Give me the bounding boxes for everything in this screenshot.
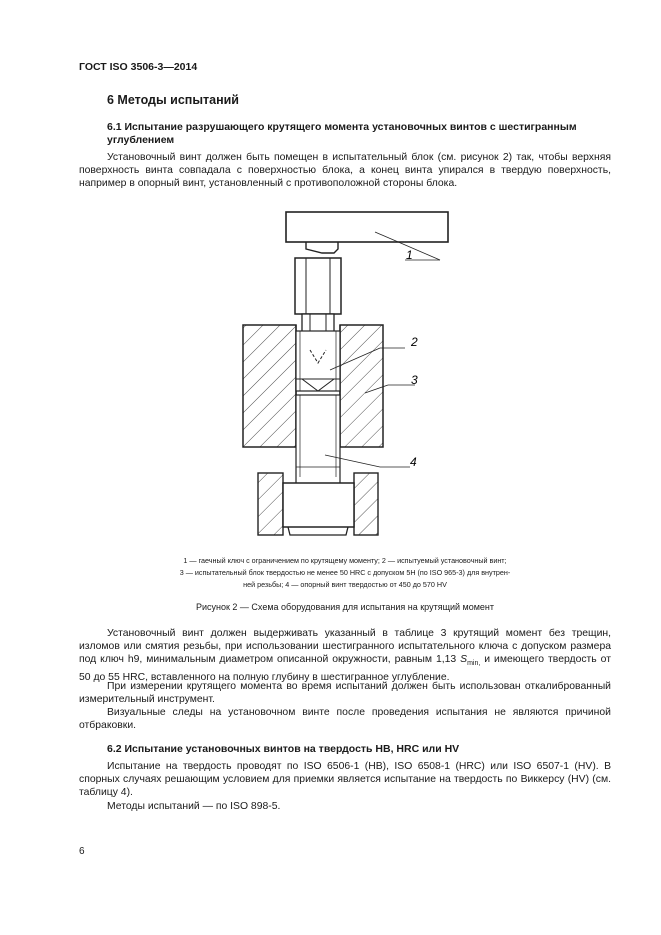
figure-caption: Рисунок 2 — Схема оборудования для испытания на крутящий момент xyxy=(195,602,495,612)
figure-label-3: 3 xyxy=(411,373,418,387)
paragraph-visual-marks: Визуальные следы на установочном винте после проведения испытания не являются причиной отбраковки. xyxy=(79,707,611,732)
wrench-hex-shank xyxy=(295,258,341,314)
support-screw xyxy=(296,395,340,487)
test-block-left xyxy=(243,325,296,447)
page-number: 6 xyxy=(79,846,85,857)
figure-legend-line-1: 1 — гаечный ключ с ограничением по крутящему моменту; 2 — испытуемый установочный винт; xyxy=(183,556,507,565)
document-header: ГОСТ ISO 3506-3—2014 xyxy=(79,61,198,73)
support-screw-head xyxy=(283,483,354,527)
subsection-6-1-title: 6.1 Испытание разрушающего крутящего момента установочных винтов с шестигранным углублением xyxy=(107,121,577,146)
paragraph-calibrated-instrument: При измерении крутящего момента во время испытаний должен быть использован откалиброванный измерительный инструмент. xyxy=(79,681,611,706)
subsection-6-2-title: 6.2 Испытание установочных винтов на твердость HB, HRC или HV xyxy=(107,743,460,755)
figure-legend-line-3: ней резьбы; 4 — опорный винт твердостью от 450 до 570 HV xyxy=(243,580,447,589)
paragraph-hardness-test: Испытание на твердость проводят по ISO 6506-1 (HB), ISO 6508-1 (HRC) или ISO 6507-1 (HV). В спорных случаях решающим условием для приемки является испытание на твердость по Виккерсу (HV) (см. таблицу 4). xyxy=(79,761,611,799)
figure-label-4: 4 xyxy=(410,455,417,469)
test-block-right xyxy=(340,325,383,447)
paragraph-6-1-intro: Установочный винт должен быть помещен в испытательный блок (см. рисунок 2) так, чтобы верхняя поверхность винта совпадала с поверхностью блока, а конец винта упирался в твердую поверхность, например в опорный винт, установленный с противоположной стороны блока. xyxy=(79,152,611,190)
figure-label-2: 2 xyxy=(411,335,418,349)
torque-wrench-shape xyxy=(286,212,448,242)
paragraph-test-methods: Методы испытаний — по ISO 898-5. xyxy=(107,801,281,812)
figure-legend-line-2: 3 — испытательный блок твердостью не менее 50 HRC с допуском 5H (по ISO 965-3) для внутрен- xyxy=(179,568,511,577)
paragraph-torque-requirement: Установочный винт должен выдерживать указанный в таблице 3 крутящий момент без трещин, изломов или смятия резьбы, при использовании шестигранного испытательного ключа с допуском размера под ключ h9, минимальным диаметром описанной окружности, равным 1,13 $S_{min,}$ и имеющего твердость от 50 до 55 HRC, вставленного на полную глубину в шестигранное углубление. xyxy=(79,628,611,683)
figure-label-1: 1 xyxy=(406,248,413,262)
figure-2-test-setup-diagram xyxy=(230,205,470,540)
test-set-screw xyxy=(296,331,340,391)
section-6-title: 6 Методы испытаний xyxy=(107,93,239,107)
